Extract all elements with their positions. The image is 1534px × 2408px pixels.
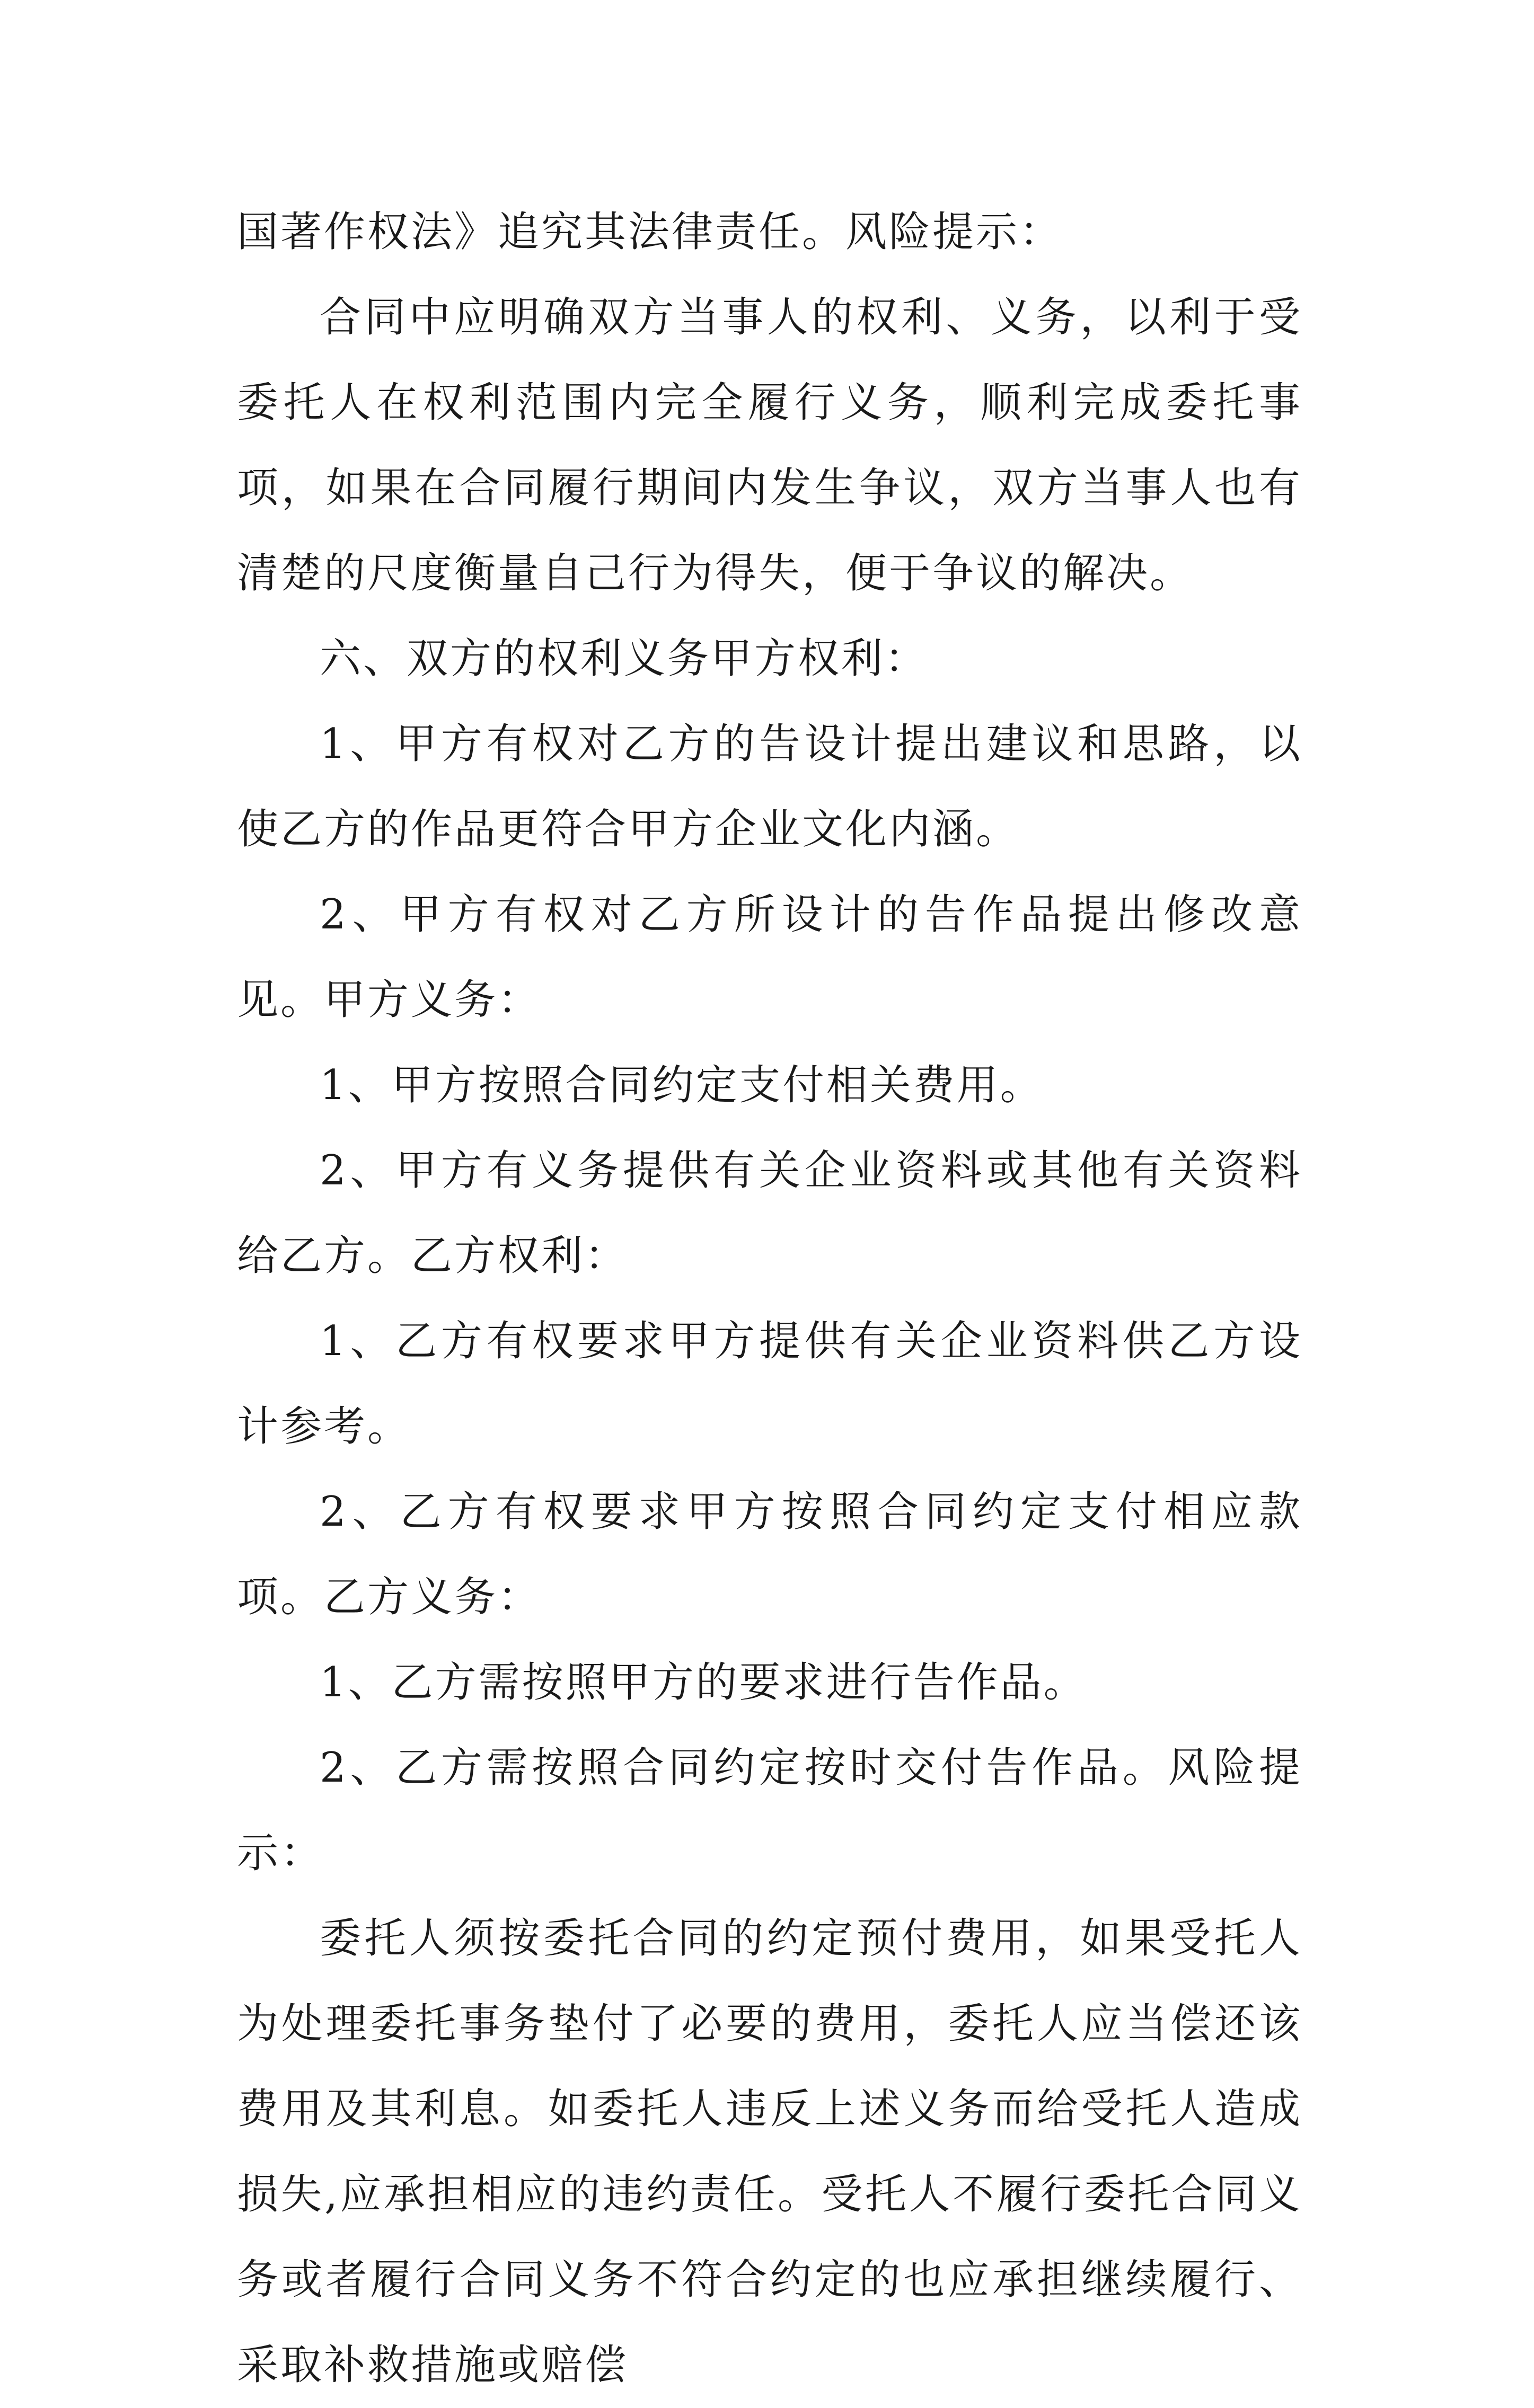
paragraph: 合同中应明确双方当事人的权利、义务，以利于受委托人在权利范围内完全履行义务，顺利完成委托事项，如果在合同履行期间内发生争议，双方当事人也有清楚的尺度衡量自己行为得失，便于争议的解决。 bbox=[237, 294, 1302, 597]
paragraph: 2、乙方需按照合同约定按时交付告作品。风险提示： bbox=[237, 1744, 1302, 1877]
document-body bbox=[237, 190, 1302, 2408]
paragraph: 2、甲方有义务提供有关企业资料或其他有关资料给乙方。乙方权利： bbox=[237, 1147, 1302, 1280]
paragraph: 2、乙方有权要求甲方按照合同约定支付相应款项。乙方义务： bbox=[237, 1488, 1302, 1621]
paragraph: 1、乙方有权要求甲方提供有关企业资料供乙方设计参考。 bbox=[237, 1317, 1302, 1450]
paragraph: 2、甲方有权对乙方所设计的告作品提出修改意见。甲方义务： bbox=[237, 891, 1302, 1024]
paragraph: 1、乙方需按照甲方的要求进行告作品。 bbox=[320, 1659, 1087, 1706]
paragraph: 1、甲方按照合同约定支付相关费用。 bbox=[320, 1061, 1044, 1109]
paragraph: 委托人须按委托合同的约定预付费用，如果受托人为处理委托事务垫付了必要的费用，委托人应当偿还该费用及其利息。如委托人违反上述义务而给受托人造成损失,应承担相应的违约责任。受托人不履行委托合同义务或者履行合同义务不符合约定的也应承担继续履行、采取补救措施或赔偿 bbox=[237, 1915, 1302, 2389]
paragraph: 国著作权法》追究其法律责任。风险提示： bbox=[237, 208, 1063, 256]
section-heading: 六、双方的权利义务甲方权利： bbox=[320, 635, 929, 683]
paragraph: 1、甲方有权对乙方的告设计提出建议和思路，以使乙方的作品更符合甲方企业文化内涵。 bbox=[237, 720, 1302, 853]
